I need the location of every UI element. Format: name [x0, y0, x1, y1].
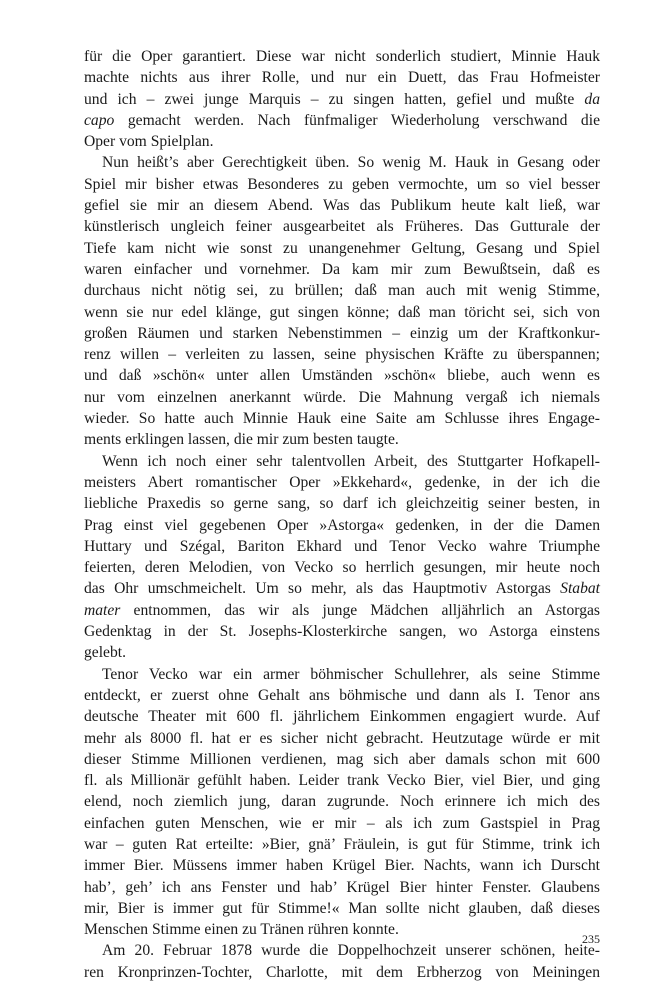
text-line: wieder. So hatte auch Minnie Hauk eine Saite am Schlusse ihres Engage- — [84, 410, 600, 428]
text-line: waren einfacher und vornehmer. Da kam mir zum Bewußtsein, daß es — [84, 260, 600, 278]
text-line: durchaus nicht nötig sei, zu brüllen; daß man auch mit wenig Stimme, — [84, 282, 600, 300]
text-line: und ich – zwei junge Marquis – zu singen hatten, gefiel und mußte da — [84, 90, 600, 108]
text-line: meisters Abert romantischer Oper »Ekkehard«, gedenke, in der ich die — [84, 473, 600, 491]
text-line: feierten, deren Melodien, von Vecko so herrlich gesungen, mir heute noch — [84, 559, 600, 577]
text-line: nur vom einzelnen anerkannt würde. Die Mahnung vergaß ich niemals — [84, 388, 600, 406]
text-line: und daß »schön« unter allen Umständen »schön« bliebe, auch wenn es — [84, 367, 600, 385]
text-line: Am 20. Februar 1878 wurde die Doppelhochzeit unserer schönen, heite- — [102, 942, 600, 960]
text-line: Prag einst viel gegebenen Oper »Astorga« gedenken, in der die Damen — [84, 516, 600, 534]
text-line: hab’, geh’ ich ans Fenster und hab’ Krügel Bier hinter Fenster. Glaubens — [84, 878, 600, 896]
text-line: capo gemacht werden. Nach fünfmaliger Wiederholung verschwand die — [84, 111, 600, 129]
paragraph — [84, 152, 600, 450]
paragraph — [84, 451, 600, 664]
text-line: Spiel mir bisher etwas Besonderes zu geben vermochte, um so viel besser — [84, 175, 600, 193]
text-line: Oper vom Spielplan. — [84, 133, 214, 151]
paragraph — [84, 940, 600, 983]
text-line: Tiefe kam nicht wie sonst zu unangenehmer Geltung, Gesang und Spiel — [84, 239, 600, 257]
text-line: war – guten Rat erteilte: »Bier, gnä’ Fräulein, is gut für Stimme, trink ich — [84, 835, 600, 853]
text-line: mehr als 8000 fl. hat er es sicher nicht gebracht. Heutzutage würde er mit — [84, 729, 600, 747]
text-line: deutsche Theater mit 600 fl. jährlichem Einkommen engagiert wurde. Auf — [84, 708, 600, 726]
paragraph — [84, 664, 600, 941]
text-line: Huttary und Szégal, Bariton Ekhard und Tenor Vecko wahre Triumphe — [84, 537, 600, 555]
text-line: immer Bier. Müssens immer haben Krügel Bier. Nachts, wann ich Durscht — [84, 857, 600, 875]
text-line: entdeckt, er zuerst ohne Gehalt ans böhmische und dann als I. Tenor ans — [84, 686, 600, 704]
text-line: gelebt. — [84, 644, 126, 662]
text-line: ren Kronprinzen-Tochter, Charlotte, mit dem Erbherzog von Meiningen — [84, 963, 600, 981]
text-line: Tenor Vecko war ein armer böhmischer Schullehrer, als seine Stimme — [102, 665, 600, 683]
text-line: fl. als Millionär gefühlt haben. Leider trank Vecko Bier, viel Bier, und ging — [84, 772, 600, 790]
text-line: wenn sie nur edel klänge, gut singen könne; daß man töricht sei, sich von — [84, 303, 600, 321]
text-line: Wenn ich noch einer sehr talentvollen Arbeit, des Stuttgarter Hofkapell- — [102, 452, 600, 470]
text-line: Menschen Stimme einen zu Tränen rühren konnte. — [84, 921, 399, 939]
paragraph — [84, 46, 600, 152]
text-line: gefiel sie mir an diesem Abend. Was das Publikum heute kalt ließ, war — [84, 197, 600, 215]
text-line: dieser Stimme Millionen verdienen, mag sich aber damals schon mit 600 — [84, 750, 600, 768]
text-line: mir, Bier is immer gut für Stimme!« Man sollte nicht glauben, daß dieses — [84, 899, 600, 917]
text-line: liebliche Praxedis so gerne sang, so darf ich gleichzeitig seiner besten, in — [84, 495, 600, 513]
text-line: elend, noch ziemlich jung, daran zugrunde. Noch erinnere ich mich des — [84, 793, 600, 811]
text-line: renz willen – verleiten zu lassen, seine physischen Kräfte zu überspannen; — [84, 346, 600, 364]
page-number: 235 — [582, 932, 600, 946]
body-text — [84, 46, 600, 983]
text-line: für die Oper garantiert. Diese war nicht sonderlich studiert, Minnie Hauk — [84, 48, 600, 65]
text-line: das Ohr umschmeichelt. Um so mehr, als das Hauptmotiv Astorgas Stabat — [84, 580, 600, 598]
text-line: Nun heißt’s aber Gerechtigkeit üben. So wenig M. Hauk in Gesang oder — [102, 154, 600, 172]
text-line: künstlerisch ungleich feiner ausgearbeitet als Früheres. Das Gutturale der — [84, 218, 600, 236]
text-line: machte nichts aus ihrer Rolle, und nur ein Duett, das Frau Hofmeister — [84, 69, 600, 87]
text-line: ments erklingen lassen, die mir zum besten taugte. — [84, 431, 399, 449]
text-line: einfachen guten Menschen, wie er mir – als ich zum Gastspiel in Prag — [84, 814, 600, 832]
text-line: mater entnommen, das wir als junge Mädchen alljährlich an Astorgas — [84, 601, 600, 619]
text-line: großen Räumen und starken Nebenstimmen – einzig um der Kraftkonkur- — [84, 324, 600, 342]
text-line: Gedenktag in der St. Josephs-Klosterkirche sangen, wo Astorga einstens — [84, 623, 600, 641]
